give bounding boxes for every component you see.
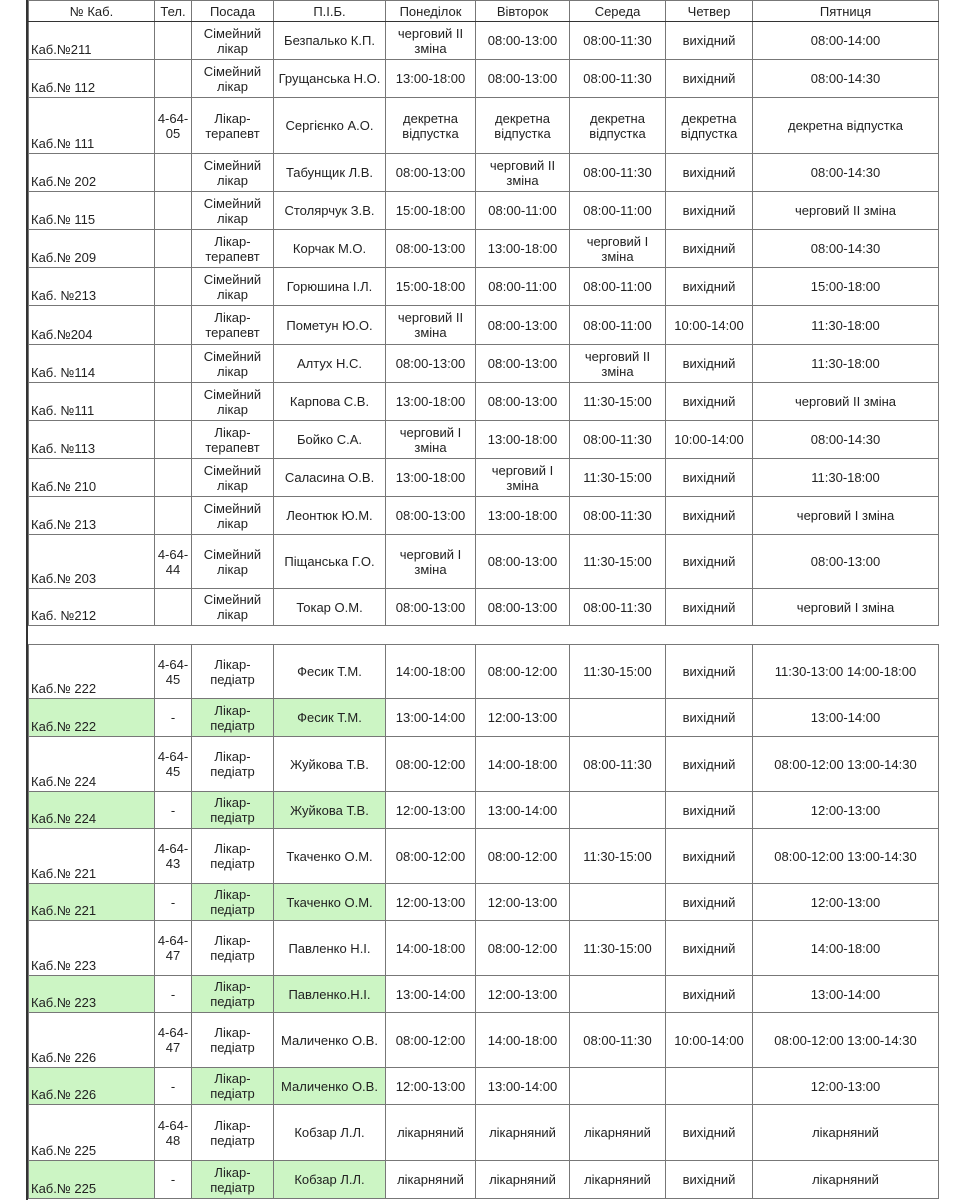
position-cell: Сімейний лікар — [192, 497, 274, 535]
thursday-cell: вихідний — [666, 645, 753, 699]
tuesday-cell: 12:00-13:00 — [476, 976, 570, 1013]
monday-cell: лікарняний — [386, 1105, 476, 1161]
thursday-cell: вихідний — [666, 60, 753, 98]
wednesday-cell: 08:00-11:00 — [570, 268, 666, 306]
doctor-name-cell: Кобзар Л.Л. — [274, 1105, 386, 1161]
position-cell: Сімейний лікар — [192, 535, 274, 589]
position-cell: Лікар-педіатр — [192, 1105, 274, 1161]
monday-cell: 08:00-12:00 — [386, 829, 476, 884]
thursday-cell: вихідний — [666, 699, 753, 737]
header-cabinet: № Каб. — [29, 1, 155, 22]
position-cell: Лікар-педіатр — [192, 645, 274, 699]
table-row — [29, 737, 939, 792]
doctor-name-cell: Алтух Н.С. — [274, 345, 386, 383]
header-name: П.І.Б. — [274, 1, 386, 22]
phone-cell — [155, 192, 192, 230]
friday-cell: 08:00-14:30 — [753, 230, 939, 268]
cabinet-cell: Каб.№ 224 — [29, 737, 155, 792]
friday-cell: 14:00-18:00 — [753, 921, 939, 976]
friday-cell: 11:30-18:00 — [753, 459, 939, 497]
phone-cell — [155, 421, 192, 459]
wednesday-cell: 08:00-11:30 — [570, 154, 666, 192]
wednesday-cell: 11:30-15:00 — [570, 535, 666, 589]
doctor-name-cell: Піщанська Г.О. — [274, 535, 386, 589]
wednesday-cell: 11:30-15:00 — [570, 645, 666, 699]
section-separator — [29, 626, 939, 645]
phone-cell: 4-64-47 — [155, 1013, 192, 1068]
table-row — [29, 792, 939, 829]
position-cell: Лікар-педіатр — [192, 1013, 274, 1068]
tuesday-cell: 08:00-12:00 — [476, 645, 570, 699]
friday-cell: черговий ІІ зміна — [753, 192, 939, 230]
phone-cell: 4-64-05 — [155, 98, 192, 154]
table-row — [29, 589, 939, 626]
friday-cell: 12:00-13:00 — [753, 792, 939, 829]
thursday-cell — [666, 1068, 753, 1105]
position-cell: Лікар-педіатр — [192, 1161, 274, 1199]
thursday-cell: вихідний — [666, 737, 753, 792]
thursday-cell: вихідний — [666, 192, 753, 230]
thursday-cell: вихідний — [666, 884, 753, 921]
doctor-name-cell: Грущанська Н.О. — [274, 60, 386, 98]
thursday-cell: 10:00-14:00 — [666, 1013, 753, 1068]
friday-cell: лікарняний — [753, 1105, 939, 1161]
position-cell: Сімейний лікар — [192, 154, 274, 192]
tuesday-cell: 08:00-13:00 — [476, 589, 570, 626]
cabinet-cell: Каб.№ 209 — [29, 230, 155, 268]
wednesday-cell: черговий І зміна — [570, 230, 666, 268]
phone-cell — [155, 383, 192, 421]
phone-cell: - — [155, 884, 192, 921]
tuesday-cell: 08:00-13:00 — [476, 60, 570, 98]
thursday-cell: вихідний — [666, 22, 753, 60]
wednesday-cell — [570, 792, 666, 829]
friday-cell: 08:00-14:00 — [753, 22, 939, 60]
phone-cell: 4-64-48 — [155, 1105, 192, 1161]
position-cell: Лікар-педіатр — [192, 792, 274, 829]
tuesday-cell: 12:00-13:00 — [476, 884, 570, 921]
position-cell: Лікар-терапевт — [192, 306, 274, 345]
friday-cell: 08:00-14:30 — [753, 60, 939, 98]
friday-cell: 12:00-13:00 — [753, 1068, 939, 1105]
monday-cell: черговий ІІ зміна — [386, 22, 476, 60]
monday-cell: 08:00-13:00 — [386, 497, 476, 535]
friday-cell: лікарняний — [753, 1161, 939, 1199]
cabinet-cell: Каб.№ 111 — [29, 98, 155, 154]
position-cell: Сімейний лікар — [192, 589, 274, 626]
header-monday: Понеділок — [386, 1, 476, 22]
cabinet-cell: Каб. №111 — [29, 383, 155, 421]
doctor-name-cell: Сергієнко А.О. — [274, 98, 386, 154]
wednesday-cell — [570, 1068, 666, 1105]
wednesday-cell: лікарняний — [570, 1161, 666, 1199]
phone-cell: - — [155, 976, 192, 1013]
doctor-name-cell: Ткаченко О.М. — [274, 884, 386, 921]
cabinet-cell: Каб. №213 — [29, 268, 155, 306]
tuesday-cell: 08:00-12:00 — [476, 829, 570, 884]
thursday-cell: вихідний — [666, 383, 753, 421]
friday-cell: 15:00-18:00 — [753, 268, 939, 306]
table-row — [29, 60, 939, 98]
thursday-cell: вихідний — [666, 792, 753, 829]
wednesday-cell — [570, 976, 666, 1013]
tuesday-cell: 08:00-11:00 — [476, 268, 570, 306]
tuesday-cell: 12:00-13:00 — [476, 699, 570, 737]
position-cell: Сімейний лікар — [192, 60, 274, 98]
position-cell: Лікар-терапевт — [192, 421, 274, 459]
table-row — [29, 230, 939, 268]
cabinet-cell: Каб.№ 112 — [29, 60, 155, 98]
friday-cell: 08:00-12:00 13:00-14:30 — [753, 829, 939, 884]
monday-cell: 13:00-18:00 — [386, 60, 476, 98]
thursday-cell: вихідний — [666, 230, 753, 268]
cabinet-cell: Каб. №113 — [29, 421, 155, 459]
phone-cell: 4-64-45 — [155, 737, 192, 792]
table-row — [29, 829, 939, 884]
thursday-cell: вихідний — [666, 535, 753, 589]
wednesday-cell: 08:00-11:00 — [570, 192, 666, 230]
wednesday-cell: 08:00-11:00 — [570, 306, 666, 345]
wednesday-cell: 11:30-15:00 — [570, 921, 666, 976]
thursday-cell: вихідний — [666, 1105, 753, 1161]
wednesday-cell: 08:00-11:30 — [570, 421, 666, 459]
wednesday-cell: лікарняний — [570, 1105, 666, 1161]
table-row — [29, 1068, 939, 1105]
thursday-cell: декретна відпустка — [666, 98, 753, 154]
position-cell: Лікар-педіатр — [192, 976, 274, 1013]
friday-cell: 13:00-14:00 — [753, 699, 939, 737]
thursday-cell: вихідний — [666, 345, 753, 383]
doctor-name-cell: Пометун Ю.О. — [274, 306, 386, 345]
monday-cell: 15:00-18:00 — [386, 192, 476, 230]
friday-cell: 12:00-13:00 — [753, 884, 939, 921]
cabinet-cell: Каб.№211 — [29, 22, 155, 60]
table-row — [29, 192, 939, 230]
doctor-name-cell: Карпова С.В. — [274, 383, 386, 421]
tuesday-cell: лікарняний — [476, 1161, 570, 1199]
tuesday-cell: черговий ІІ зміна — [476, 154, 570, 192]
table-row — [29, 383, 939, 421]
doctor-name-cell: Корчак М.О. — [274, 230, 386, 268]
wednesday-cell: 11:30-15:00 — [570, 829, 666, 884]
table-row — [29, 306, 939, 345]
cabinet-cell: Каб.№ 221 — [29, 884, 155, 921]
table-row — [29, 22, 939, 60]
table-row — [29, 459, 939, 497]
separator-cell — [29, 626, 939, 645]
monday-cell: 12:00-13:00 — [386, 884, 476, 921]
table-row — [29, 268, 939, 306]
friday-cell: черговий ІІ зміна — [753, 383, 939, 421]
friday-cell: 08:00-14:30 — [753, 154, 939, 192]
monday-cell: черговий І зміна — [386, 421, 476, 459]
friday-cell: 08:00-14:30 — [753, 421, 939, 459]
position-cell: Сімейний лікар — [192, 383, 274, 421]
monday-cell: черговий ІІ зміна — [386, 306, 476, 345]
phone-cell — [155, 154, 192, 192]
tuesday-cell: 08:00-12:00 — [476, 921, 570, 976]
header-wednesday: Середа — [570, 1, 666, 22]
doctor-name-cell: Горюшина І.Л. — [274, 268, 386, 306]
phone-cell: - — [155, 1161, 192, 1199]
doctor-name-cell: Безпалько К.П. — [274, 22, 386, 60]
table-row — [29, 921, 939, 976]
monday-cell: 13:00-14:00 — [386, 699, 476, 737]
friday-cell: 11:30-18:00 — [753, 306, 939, 345]
wednesday-cell: 11:30-15:00 — [570, 383, 666, 421]
position-cell: Лікар-педіатр — [192, 1068, 274, 1105]
phone-cell: 4-64-47 — [155, 921, 192, 976]
tuesday-cell: лікарняний — [476, 1105, 570, 1161]
header-phone: Тел. — [155, 1, 192, 22]
tuesday-cell: 13:00-18:00 — [476, 497, 570, 535]
cabinet-cell: Каб.№ 226 — [29, 1013, 155, 1068]
table-row — [29, 154, 939, 192]
phone-cell — [155, 306, 192, 345]
wednesday-cell: декретна відпустка — [570, 98, 666, 154]
position-cell: Сімейний лікар — [192, 268, 274, 306]
table-row — [29, 1105, 939, 1161]
doctor-name-cell: Саласина О.В. — [274, 459, 386, 497]
phone-cell: 4-64-43 — [155, 829, 192, 884]
doctor-name-cell: Табунщик Л.В. — [274, 154, 386, 192]
wednesday-cell: черговий ІІ зміна — [570, 345, 666, 383]
phone-cell: - — [155, 699, 192, 737]
phone-cell — [155, 230, 192, 268]
thursday-cell: вихідний — [666, 1161, 753, 1199]
table-row — [29, 699, 939, 737]
wednesday-cell — [570, 699, 666, 737]
phone-cell: 4-64-45 — [155, 645, 192, 699]
cabinet-cell: Каб.№ 225 — [29, 1161, 155, 1199]
doctor-name-cell: Павленко.Н.І. — [274, 976, 386, 1013]
tuesday-cell: декретна відпустка — [476, 98, 570, 154]
position-cell: Лікар-терапевт — [192, 98, 274, 154]
tuesday-cell: 13:00-14:00 — [476, 792, 570, 829]
cabinet-cell: Каб.№ 222 — [29, 645, 155, 699]
phone-cell: - — [155, 1068, 192, 1105]
position-cell: Лікар-педіатр — [192, 829, 274, 884]
monday-cell: 08:00-13:00 — [386, 589, 476, 626]
friday-cell: черговий І зміна — [753, 497, 939, 535]
position-cell: Лікар-терапевт — [192, 230, 274, 268]
doctor-name-cell: Токар О.М. — [274, 589, 386, 626]
monday-cell: 08:00-12:00 — [386, 1013, 476, 1068]
thursday-cell: 10:00-14:00 — [666, 306, 753, 345]
monday-cell: 08:00-13:00 — [386, 345, 476, 383]
schedule-document — [26, 0, 938, 1200]
cabinet-cell: Каб.№ 223 — [29, 976, 155, 1013]
wednesday-cell — [570, 884, 666, 921]
doctor-name-cell: Столярчук З.В. — [274, 192, 386, 230]
cabinet-cell: Каб. №212 — [29, 589, 155, 626]
friday-cell: 08:00-13:00 — [753, 535, 939, 589]
phone-cell — [155, 22, 192, 60]
wednesday-cell: 08:00-11:30 — [570, 589, 666, 626]
monday-cell: 08:00-13:00 — [386, 154, 476, 192]
phone-cell — [155, 589, 192, 626]
table-row — [29, 535, 939, 589]
monday-cell: 12:00-13:00 — [386, 792, 476, 829]
table-row — [29, 1161, 939, 1199]
position-cell: Сімейний лікар — [192, 22, 274, 60]
monday-cell: 13:00-18:00 — [386, 459, 476, 497]
phone-cell: - — [155, 792, 192, 829]
monday-cell: 14:00-18:00 — [386, 645, 476, 699]
thursday-cell: вихідний — [666, 154, 753, 192]
tuesday-cell: 08:00-11:00 — [476, 192, 570, 230]
doctor-name-cell: Кобзар Л.Л. — [274, 1161, 386, 1199]
cabinet-cell: Каб.№204 — [29, 306, 155, 345]
monday-cell: 12:00-13:00 — [386, 1068, 476, 1105]
tuesday-cell: 14:00-18:00 — [476, 737, 570, 792]
wednesday-cell: 11:30-15:00 — [570, 459, 666, 497]
doctor-name-cell: Жуйкова Т.В. — [274, 737, 386, 792]
monday-cell: 08:00-13:00 — [386, 230, 476, 268]
phone-cell — [155, 268, 192, 306]
cabinet-cell: Каб.№ 221 — [29, 829, 155, 884]
wednesday-cell: 08:00-11:30 — [570, 60, 666, 98]
cabinet-cell: Каб.№ 202 — [29, 154, 155, 192]
cabinet-cell: Каб.№ 203 — [29, 535, 155, 589]
tuesday-cell: 08:00-13:00 — [476, 22, 570, 60]
tuesday-cell: 08:00-13:00 — [476, 535, 570, 589]
friday-cell: декретна відпустка — [753, 98, 939, 154]
wednesday-cell: 08:00-11:30 — [570, 22, 666, 60]
friday-cell: 08:00-12:00 13:00-14:30 — [753, 1013, 939, 1068]
doctor-name-cell: Жуйкова Т.В. — [274, 792, 386, 829]
header-friday: Пятниця — [753, 1, 939, 22]
monday-cell: 08:00-12:00 — [386, 737, 476, 792]
wednesday-cell: 08:00-11:30 — [570, 1013, 666, 1068]
tuesday-cell: 08:00-13:00 — [476, 306, 570, 345]
thursday-cell: вихідний — [666, 268, 753, 306]
header-position: Посада — [192, 1, 274, 22]
table-row — [29, 645, 939, 699]
monday-cell: 14:00-18:00 — [386, 921, 476, 976]
doctor-name-cell: Бойко С.А. — [274, 421, 386, 459]
cabinet-cell: Каб.№ 213 — [29, 497, 155, 535]
tuesday-cell: 14:00-18:00 — [476, 1013, 570, 1068]
table-row — [29, 497, 939, 535]
thursday-cell: вихідний — [666, 976, 753, 1013]
table-row — [29, 884, 939, 921]
tuesday-cell: 13:00-18:00 — [476, 421, 570, 459]
tuesday-cell: 08:00-13:00 — [476, 345, 570, 383]
wednesday-cell: 08:00-11:30 — [570, 497, 666, 535]
phone-cell — [155, 60, 192, 98]
thursday-cell: вихідний — [666, 459, 753, 497]
tuesday-cell: 13:00-14:00 — [476, 1068, 570, 1105]
position-cell: Лікар-педіатр — [192, 884, 274, 921]
thursday-cell: вихідний — [666, 829, 753, 884]
thursday-cell: вихідний — [666, 589, 753, 626]
friday-cell: 11:30-18:00 — [753, 345, 939, 383]
tuesday-cell: 13:00-18:00 — [476, 230, 570, 268]
position-cell: Лікар-педіатр — [192, 737, 274, 792]
cabinet-cell: Каб.№ 210 — [29, 459, 155, 497]
position-cell: Сімейний лікар — [192, 459, 274, 497]
doctor-name-cell: Маличенко О.В. — [274, 1068, 386, 1105]
cabinet-cell: Каб.№ 226 — [29, 1068, 155, 1105]
position-cell: Сімейний лікар — [192, 345, 274, 383]
cabinet-cell: Каб.№ 115 — [29, 192, 155, 230]
tuesday-cell: черговий І зміна — [476, 459, 570, 497]
phone-cell — [155, 459, 192, 497]
table-row — [29, 976, 939, 1013]
header-tuesday: Вівторок — [476, 1, 570, 22]
table-row — [29, 345, 939, 383]
friday-cell: 08:00-12:00 13:00-14:30 — [753, 737, 939, 792]
table-row — [29, 1013, 939, 1068]
position-cell: Лікар-педіатр — [192, 921, 274, 976]
doctor-name-cell: Леонтюк Ю.М. — [274, 497, 386, 535]
position-cell: Сімейний лікар — [192, 192, 274, 230]
doctor-name-cell: Маличенко О.В. — [274, 1013, 386, 1068]
friday-cell: 13:00-14:00 — [753, 976, 939, 1013]
monday-cell: 15:00-18:00 — [386, 268, 476, 306]
doctor-name-cell: Фесик Т.М. — [274, 699, 386, 737]
monday-cell: 13:00-14:00 — [386, 976, 476, 1013]
thursday-cell: вихідний — [666, 921, 753, 976]
thursday-cell: вихідний — [666, 497, 753, 535]
header-row — [29, 1, 939, 22]
wednesday-cell: 08:00-11:30 — [570, 737, 666, 792]
phone-cell: 4-64-44 — [155, 535, 192, 589]
phone-cell — [155, 345, 192, 383]
header-thursday: Четвер — [666, 1, 753, 22]
tuesday-cell: 08:00-13:00 — [476, 383, 570, 421]
cabinet-cell: Каб.№ 225 — [29, 1105, 155, 1161]
monday-cell: лікарняний — [386, 1161, 476, 1199]
schedule-table — [28, 0, 939, 1199]
cabinet-cell: Каб.№ 224 — [29, 792, 155, 829]
monday-cell: декретна відпустка — [386, 98, 476, 154]
phone-cell — [155, 497, 192, 535]
friday-cell: черговий І зміна — [753, 589, 939, 626]
position-cell: Лікар-педіатр — [192, 699, 274, 737]
doctor-name-cell: Ткаченко О.М. — [274, 829, 386, 884]
monday-cell: черговий І зміна — [386, 535, 476, 589]
thursday-cell: 10:00-14:00 — [666, 421, 753, 459]
friday-cell: 11:30-13:00 14:00-18:00 — [753, 645, 939, 699]
table-row — [29, 421, 939, 459]
doctor-name-cell: Павленко Н.І. — [274, 921, 386, 976]
doctor-name-cell: Фесик Т.М. — [274, 645, 386, 699]
table-row — [29, 98, 939, 154]
cabinet-cell: Каб.№ 222 — [29, 699, 155, 737]
cabinet-cell: Каб. №114 — [29, 345, 155, 383]
monday-cell: 13:00-18:00 — [386, 383, 476, 421]
cabinet-cell: Каб.№ 223 — [29, 921, 155, 976]
